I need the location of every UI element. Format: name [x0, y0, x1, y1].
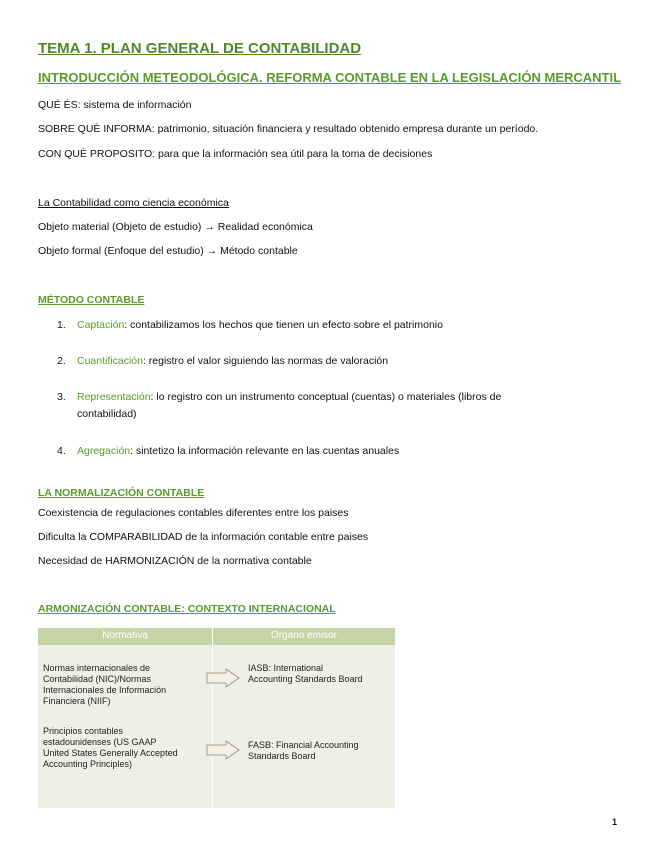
item-term: Representación — [77, 391, 151, 403]
normativa-nic-niif: Normas internacionales de Contabilidad (NIC)/Normas Internacionales de Información Financiera (NIIF) — [43, 663, 167, 706]
objeto-material: Objeto material (Objeto de estudio) → Realidad económica — [38, 221, 313, 233]
ciencia-heading: La Contabilidad como ciencia económica — [38, 197, 229, 209]
metodo-heading: MÉTODO CONTABLE — [38, 294, 145, 306]
normalizacion-heading: LA NORMALIZACIÓN CONTABLE — [38, 487, 205, 499]
intro-line-proposito: CON QUÈ PROPOSITO: para que la información sea útil para la toma de decisiones — [38, 148, 433, 160]
organo-iasb: IASB: International Accounting Standards Board — [248, 663, 363, 684]
intro-line-que-es: QUÉ ÉS: sistema de información — [38, 99, 192, 111]
metodo-item — [57, 319, 443, 331]
metodo-item — [57, 355, 388, 367]
metodo-item — [57, 391, 501, 403]
item-text: : registro el valor siguiendo las normas de valoración — [142, 355, 389, 367]
objeto-formal: Objeto formal (Enfoque del estudio) → Método contable — [38, 245, 298, 257]
page-number: 1 — [611, 817, 617, 827]
normativa-us-gaap: Principios contables estadounidenses (US GAAP United States Generally Accepted Accounting Principles) — [43, 726, 178, 769]
column-normativa: Normativa — [102, 630, 148, 641]
item-number: 1. — [57, 319, 66, 331]
item-term: Agregación — [77, 445, 131, 457]
metodo-item-continuation: contabilidad) — [77, 408, 137, 420]
arrow-right-icon — [206, 668, 240, 688]
normalizacion-line: Coexistencia de regulaciones contables diferentes entre los paises — [38, 507, 349, 519]
normalizacion-line: Necesidad de HARMONIZACIÓN de la normativa contable — [38, 555, 312, 567]
item-term: Cuantificación — [77, 355, 143, 367]
item-text: : lo registro con un instrumento conceptual (cuentas) o materiales (libros de — [150, 391, 502, 403]
armonizacion-heading: ARMONIZACIÓN CONTABLE: CONTEXTO INTERNACIONAL — [38, 603, 336, 615]
section-subtitle: INTRODUCCIÓN METEODOLÓGICA. REFORMA CONTABLE EN LA LEGISLACIÓN MERCANTIL — [38, 70, 622, 85]
item-text: : sintetizo la información relevante en las cuentas anuales — [130, 445, 400, 457]
item-text: : contabilizamos los hechos que tienen un efecto sobre el patrimonio — [124, 319, 443, 331]
figure-header — [38, 628, 395, 645]
armonizacion-figure — [38, 628, 395, 808]
column-organo-emisor: Organo emisor — [270, 630, 338, 641]
page-title: TEMA 1. PLAN GENERAL DE CONTABILIDAD — [38, 40, 362, 57]
item-number: 3. — [57, 391, 66, 403]
column-divider — [212, 628, 213, 808]
item-term: Captación — [77, 319, 125, 331]
item-number: 4. — [57, 445, 66, 457]
normalizacion-line: Dificulta la COMPARABILIDAD de la información contable entre paises — [38, 531, 369, 543]
metodo-item — [57, 445, 399, 457]
arrow-right-icon — [206, 740, 240, 760]
item-number: 2. — [57, 355, 66, 367]
organo-fasb: FASB: Financial Accounting Standards Board — [248, 740, 359, 761]
intro-line-sobre-que: SOBRE QUÈ INFORMA: patrimonio, situación financiera y resultado obtenido empresa durante un período. — [38, 123, 539, 135]
